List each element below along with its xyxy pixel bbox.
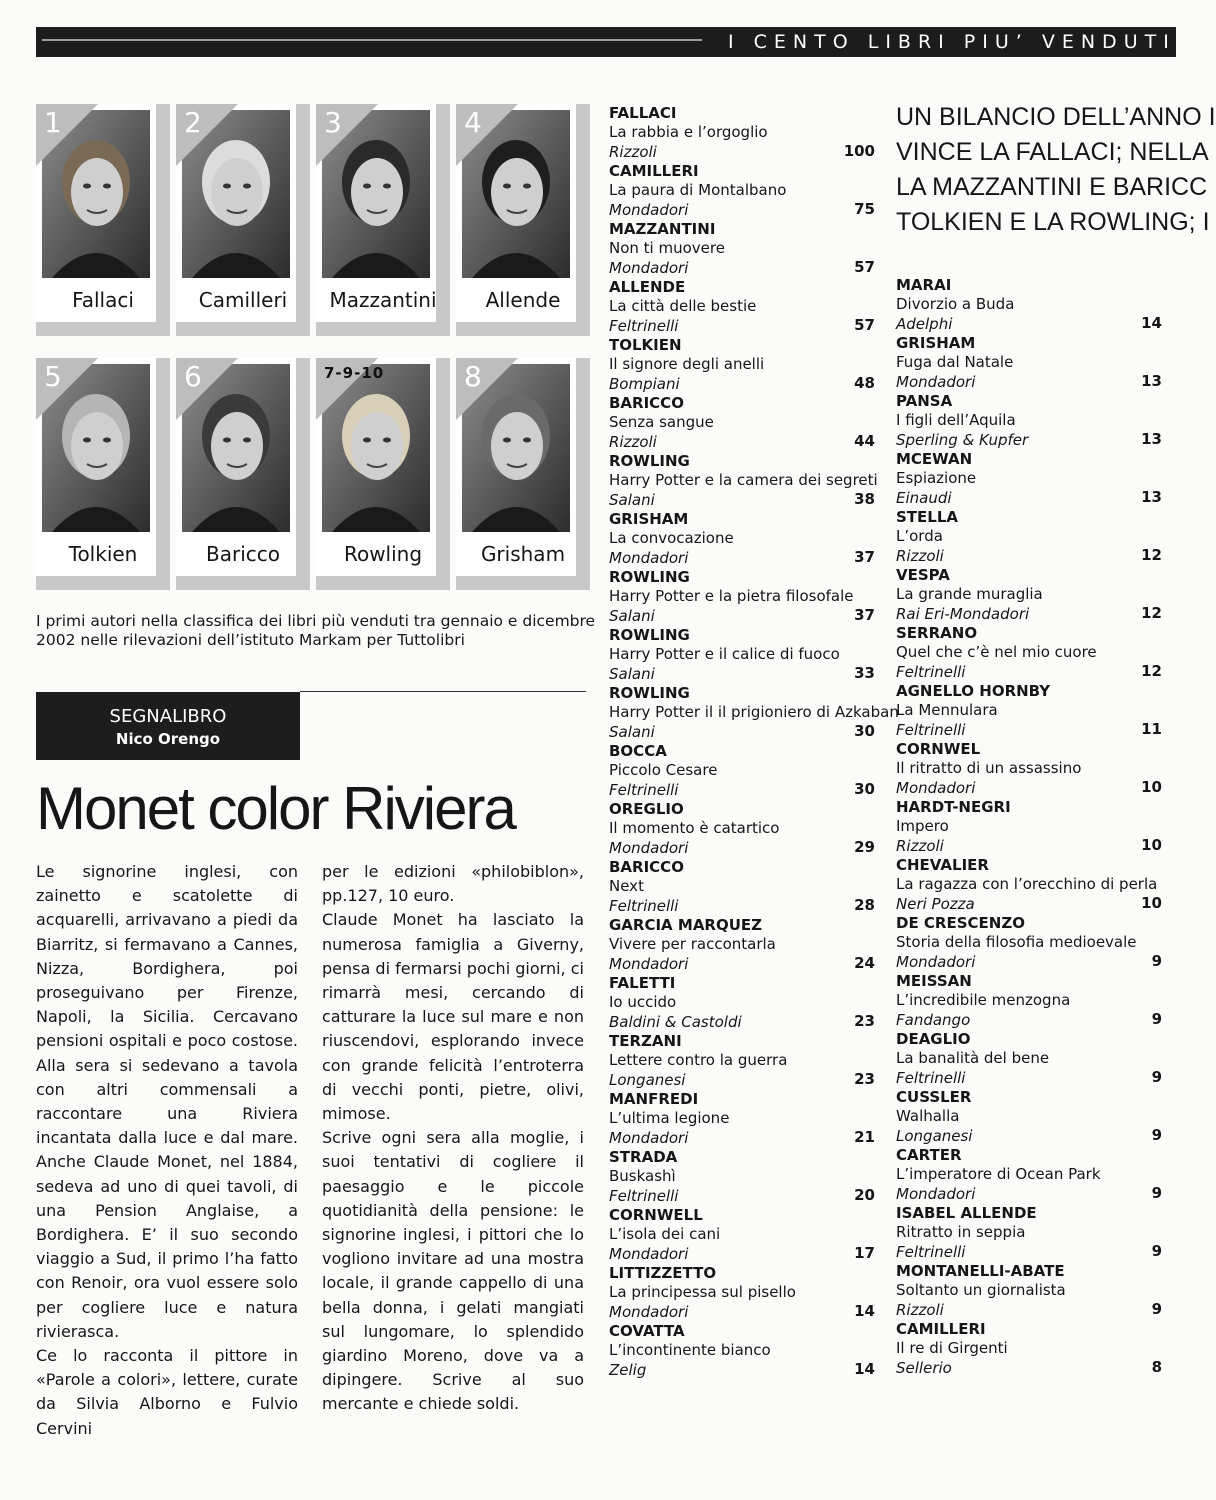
bestseller-entry — [609, 394, 875, 452]
entry-author: DE CRESCENZO — [896, 914, 1025, 932]
author-name: Rowling — [343, 542, 423, 566]
entry-author: AGNELLO HORNBY — [896, 682, 1051, 700]
entry-title: Il signore degli anelli — [609, 355, 765, 373]
author-name: Grisham — [480, 542, 566, 566]
entry-copies: 75 — [854, 200, 875, 218]
bestseller-entry — [896, 914, 1162, 972]
entry-author: CORNWELL — [609, 1206, 703, 1224]
bestseller-entry — [609, 1322, 875, 1380]
entry-author: BOCCA — [609, 742, 667, 760]
entry-title: L’imperatore di Ocean Park — [896, 1165, 1101, 1183]
author-card — [176, 104, 310, 336]
entry-publisher: Rizzoli — [609, 432, 657, 451]
entry-publisher: Mondadori — [609, 954, 689, 973]
entry-publisher: Bompiani — [609, 374, 680, 393]
entry-title: Vivere per raccontarla — [609, 935, 776, 953]
entry-author: ROWLING — [609, 626, 690, 644]
entry-copies: 21 — [854, 1128, 875, 1146]
entry-author: CARTER — [896, 1146, 962, 1164]
entry-publisher: Salani — [609, 606, 655, 625]
entry-title: Next — [609, 877, 644, 895]
entry-title: Piccolo Cesare — [609, 761, 718, 779]
entry-title: Soltanto un giornalista — [896, 1281, 1066, 1299]
entry-copies: 24 — [854, 954, 875, 972]
entry-copies: 13 — [1141, 488, 1162, 506]
entry-author: CHEVALIER — [896, 856, 989, 874]
author-card — [36, 358, 170, 590]
entry-publisher: Mondadori — [609, 1302, 689, 1321]
author-rank: 3 — [324, 106, 342, 139]
bestseller-entry — [609, 1148, 875, 1206]
entry-copies: 9 — [1151, 1126, 1162, 1144]
entry-author: GRISHAM — [896, 334, 976, 352]
bestseller-entry — [896, 566, 1162, 624]
entry-copies: 30 — [854, 722, 875, 740]
entry-title: Buskashì — [609, 1167, 676, 1185]
bestseller-entry — [896, 1088, 1162, 1146]
entry-title: L’ultima legione — [609, 1109, 730, 1127]
entry-author: HARDT-NEGRI — [896, 798, 1011, 816]
author-name: Baricco — [206, 542, 280, 566]
entry-author: VESPA — [896, 566, 950, 584]
entry-author: BARICCO — [609, 394, 684, 412]
entry-title: Il momento è catartico — [609, 819, 780, 837]
bestseller-entry — [609, 684, 899, 742]
intro-line: LA MAZZANTINI E BARICC — [896, 173, 1208, 201]
entry-copies: 29 — [854, 838, 875, 856]
entry-publisher: Feltrinelli — [609, 780, 679, 799]
entry-publisher: Salani — [609, 664, 655, 683]
bestseller-entry — [609, 1032, 875, 1090]
article-headline: Monet color Riviera — [36, 775, 515, 842]
entry-title: Senza sangue — [609, 413, 714, 431]
entry-author: CUSSLER — [896, 1088, 972, 1106]
entry-title: Fuga dal Natale — [896, 353, 1014, 371]
entry-author: ROWLING — [609, 684, 690, 702]
bestseller-entry — [609, 626, 875, 684]
entry-publisher: Mondadori — [609, 838, 689, 857]
entry-publisher: Zelig — [609, 1360, 647, 1379]
entry-copies: 10 — [1141, 894, 1162, 912]
entry-publisher: Baldini & Castoldi — [609, 1012, 742, 1031]
bestseller-entry — [896, 972, 1162, 1030]
author-card — [456, 358, 590, 590]
author-rank: 6 — [184, 360, 202, 393]
bestseller-entry — [609, 568, 875, 626]
author-card — [456, 104, 590, 336]
entry-author: ALLENDE — [609, 278, 686, 296]
entry-copies: 23 — [854, 1070, 875, 1088]
author-rank: 5 — [44, 360, 62, 393]
entry-title: Io uccido — [609, 993, 677, 1011]
entry-title: Lettere contro la guerra — [609, 1051, 788, 1069]
entry-title: Harry Potter e il calice di fuoco — [609, 645, 840, 663]
author-name: Tolkien — [68, 542, 138, 566]
entry-title: La rabbia e l’orgoglio — [609, 123, 768, 141]
entry-publisher: Salani — [609, 722, 655, 741]
entry-title: Il re di Girgenti — [896, 1339, 1008, 1357]
entry-publisher: Mondadori — [609, 258, 689, 277]
entry-title: La ragazza con l’orecchino di perla — [896, 875, 1158, 893]
bestseller-entry — [896, 392, 1162, 450]
author-card — [176, 358, 310, 590]
entry-copies: 8 — [1151, 1358, 1162, 1376]
entry-publisher: Rizzoli — [896, 546, 944, 565]
header-rule — [42, 39, 702, 41]
entry-title: Harry Potter e la pietra filosofale — [609, 587, 854, 605]
entry-publisher: Fandango — [896, 1010, 971, 1029]
bestseller-entry — [609, 162, 875, 220]
bestseller-entry — [609, 220, 875, 278]
entry-copies: 9 — [1151, 1010, 1162, 1028]
entry-copies: 13 — [1141, 372, 1162, 390]
author-name: Camilleri — [198, 288, 288, 312]
entry-author: MAZZANTINI — [609, 220, 716, 238]
entry-copies: 100 — [843, 142, 875, 160]
entry-author: MCEWAN — [896, 450, 973, 468]
entry-author: FALETTI — [609, 974, 676, 992]
article-paragraph: per le edizioni «philobiblon», pp.127, 10 euro. — [322, 862, 584, 906]
bestseller-entry — [609, 1206, 875, 1264]
entry-copies: 44 — [854, 432, 875, 450]
entry-copies: 57 — [854, 316, 875, 334]
entry-copies: 48 — [854, 374, 875, 392]
bestseller-entry — [896, 1030, 1162, 1088]
entry-author: COVATTA — [609, 1322, 685, 1340]
entry-author: STRADA — [609, 1148, 678, 1166]
entry-copies: 38 — [854, 490, 875, 508]
segnalibro-author: Nico Orengo — [115, 730, 221, 748]
entry-title: Harry Potter il il prigioniero di Azkaban — [609, 703, 899, 721]
bestseller-entry — [896, 740, 1162, 798]
bestseller-entry — [896, 508, 1162, 566]
entry-copies: 30 — [854, 780, 875, 798]
entry-publisher: Longanesi — [609, 1070, 686, 1089]
entry-publisher: Adelphi — [896, 314, 953, 333]
bestseller-entry — [609, 858, 875, 916]
entry-title: Impero — [896, 817, 949, 835]
entry-publisher: Mondadori — [896, 778, 976, 797]
article-paragraph: Claude Monet ha lasciato la numerosa famiglia a Giverny, pensa di fermarsi pochi giorni, ci rimarrà mesi, cercando di catturare la luce sul mare e non riuscendovi, esplorando invece con grande felicità l’entroterra di vecchi ponti, pietre, olivi, mimose. — [322, 910, 584, 1124]
entry-title: Espiazione — [896, 469, 977, 487]
author-rank: 8 — [464, 360, 482, 393]
entry-title: La paura di Montalbano — [609, 181, 787, 199]
bestseller-entry — [609, 916, 875, 974]
entry-copies: 10 — [1141, 836, 1162, 854]
bestseller-entry — [896, 1262, 1162, 1320]
entry-author: CORNWEL — [896, 740, 981, 758]
bestseller-list-right — [896, 276, 1162, 1378]
bestseller-entry — [896, 624, 1162, 682]
entry-publisher: Feltrinelli — [896, 1242, 966, 1261]
entry-title: La Mennulara — [896, 701, 998, 719]
entry-author: MANFREDI — [609, 1090, 699, 1108]
author-rank: 1 — [44, 106, 62, 139]
segnalibro-rule — [300, 691, 586, 692]
entry-publisher: Feltrinelli — [896, 662, 966, 681]
entry-publisher: Salani — [609, 490, 655, 509]
entry-title: La principessa sul pisello — [609, 1283, 796, 1301]
entry-title: Walhalla — [896, 1107, 960, 1125]
bestseller-entry — [609, 1090, 875, 1148]
bestseller-entry — [896, 682, 1162, 740]
entry-title: Harry Potter e la camera dei segreti — [609, 471, 878, 489]
entry-copies: 23 — [854, 1012, 875, 1030]
bestseller-entry — [609, 742, 875, 800]
entry-publisher: Feltrinelli — [896, 1068, 966, 1087]
article-column-2 — [322, 860, 584, 1417]
segnalibro-box — [36, 692, 300, 760]
entry-author: STELLA — [896, 508, 959, 526]
intro-block — [896, 100, 1216, 240]
entry-publisher: Mondadori — [896, 372, 976, 391]
entry-copies: 9 — [1151, 1184, 1162, 1202]
entry-copies: 14 — [1141, 314, 1162, 332]
entry-title: La grande muraglia — [896, 585, 1043, 603]
author-rank: 2 — [184, 106, 202, 139]
entry-author: ROWLING — [609, 452, 690, 470]
entry-publisher: Mondadori — [896, 952, 976, 971]
entry-copies: 14 — [854, 1302, 875, 1320]
entry-author: GRISHAM — [609, 510, 689, 528]
entry-author: SERRANO — [896, 624, 978, 642]
entry-publisher: Feltrinelli — [609, 1186, 679, 1205]
entry-copies: 20 — [854, 1186, 875, 1204]
photo-caption: I primi autori nella classifica dei libri più venduti tra gennaio e dicembre 2002 nelle rilevazioni dell’istituto Markam per Tuttolibri — [36, 612, 596, 649]
entry-copies: 28 — [854, 896, 875, 914]
bestseller-entry — [896, 1146, 1162, 1204]
bestseller-entry — [609, 104, 875, 162]
author-name: Fallaci — [72, 288, 134, 312]
entry-publisher: Einaudi — [896, 488, 952, 507]
entry-copies: 9 — [1151, 1300, 1162, 1318]
entry-publisher: Rizzoli — [896, 1300, 944, 1319]
entry-copies: 57 — [854, 258, 875, 276]
entry-copies: 9 — [1151, 1068, 1162, 1086]
article-paragraph: Ce lo racconta il pittore in «Parole a colori», lettere, curate da Silvia Alborno e Fulvio Cervini — [36, 1346, 298, 1438]
entry-copies: 12 — [1141, 662, 1162, 680]
entry-publisher: Sellerio — [896, 1358, 952, 1377]
entry-author: TOLKIEN — [609, 336, 682, 354]
entry-author: MONTANELLI-ABATE — [896, 1262, 1065, 1280]
author-name: Allende — [485, 288, 561, 312]
bestseller-entry — [609, 1264, 875, 1322]
entry-publisher: Mondadori — [609, 548, 689, 567]
entry-title: Non ti muovere — [609, 239, 725, 257]
entry-author: BARICCO — [609, 858, 684, 876]
entry-author: CAMILLERI — [609, 162, 699, 180]
entry-title: L’incredibile menzogna — [896, 991, 1071, 1009]
entry-title: Il ritratto di un assassino — [896, 759, 1082, 777]
entry-publisher: Neri Pozza — [896, 894, 975, 913]
bestseller-entry — [609, 974, 875, 1032]
bestseller-entry — [609, 278, 875, 336]
entry-author: ROWLING — [609, 568, 690, 586]
entry-copies: 17 — [854, 1244, 875, 1262]
entry-publisher: Rizzoli — [896, 836, 944, 855]
bestseller-entry — [896, 856, 1162, 914]
entry-author: GARCIA MARQUEZ — [609, 916, 763, 934]
entry-copies: 33 — [854, 664, 875, 682]
bestseller-entry — [896, 798, 1162, 856]
entry-publisher: Mondadori — [609, 1244, 689, 1263]
entry-copies: 14 — [854, 1360, 875, 1378]
author-rank: 7-9-10 — [324, 364, 385, 382]
entry-copies: 37 — [854, 548, 875, 566]
entry-publisher: Feltrinelli — [609, 316, 679, 335]
article-column-1 — [36, 860, 298, 1441]
intro-line: VINCE LA FALLACI; NELLA — [896, 138, 1209, 166]
bestseller-entry — [896, 1320, 1162, 1378]
entry-title: Storia della filosofia medioevale — [896, 933, 1137, 951]
bestseller-entry — [896, 276, 1162, 334]
section-title: I CENTO LIBRI PIU’ VENDUTI — [728, 31, 1176, 53]
entry-title: La banalità del bene — [896, 1049, 1050, 1067]
entry-publisher: Mondadori — [609, 1128, 689, 1147]
intro-line: UN BILANCIO DELL’ANNO I — [896, 103, 1216, 131]
author-card — [36, 104, 170, 336]
bestseller-entry — [896, 334, 1162, 392]
entry-author: FALLACI — [609, 104, 677, 122]
entry-publisher: Feltrinelli — [609, 896, 679, 915]
entry-author: OREGLIO — [609, 800, 684, 818]
author-card — [316, 104, 450, 336]
entry-title: Quel che c’è nel mio cuore — [896, 643, 1097, 661]
entry-title: L’isola dei cani — [609, 1225, 721, 1243]
entry-author: PANSA — [896, 392, 953, 410]
bestseller-entry — [609, 800, 875, 858]
entry-title: La città delle bestie — [609, 297, 757, 315]
intro-line: TOLKIEN E LA ROWLING; I — [896, 208, 1210, 236]
entry-author: CAMILLERI — [896, 1320, 986, 1338]
bestseller-entry — [896, 450, 1162, 508]
bestseller-entry — [609, 510, 875, 568]
entry-publisher: Mondadori — [896, 1184, 976, 1203]
entry-author: MARAI — [896, 276, 952, 294]
bestseller-entry — [609, 452, 878, 510]
article-paragraph: Scrive ogni sera alla moglie, i suoi tentativi di cogliere il paesaggio e le piccole quotidianità della pensione: le signorine inglesi, i pittori che lo vogliono invitare ad una mostra locale, il grande cappello di una bella donna, i gelati mangiati sul lungomare, lo splendido giardino Moreno, dove va a dipingere. Scrive al suo mercante e chiede soldi. — [322, 1128, 584, 1414]
entry-title: I figli dell’Aquila — [896, 411, 1016, 429]
entry-publisher: Rizzoli — [609, 142, 657, 161]
entry-copies: 12 — [1141, 604, 1162, 622]
entry-copies: 9 — [1151, 1242, 1162, 1260]
entry-title: L’incontinente bianco — [609, 1341, 771, 1359]
entry-copies: 37 — [854, 606, 875, 624]
entry-author: LITTIZZETTO — [609, 1264, 717, 1282]
bestseller-list-left — [609, 104, 899, 1380]
author-name: Mazzantini — [329, 288, 437, 312]
section-header — [36, 27, 1176, 57]
entry-copies: 12 — [1141, 546, 1162, 564]
entry-title: La convocazione — [609, 529, 734, 547]
segnalibro-label: SEGNALIBRO — [109, 706, 227, 727]
entry-copies: 11 — [1141, 720, 1162, 738]
bestseller-entry — [609, 336, 875, 394]
entry-author: ISABEL ALLENDE — [896, 1204, 1037, 1222]
entry-publisher: Rai Eri-Mondadori — [896, 604, 1030, 623]
bestseller-entry — [896, 1204, 1162, 1262]
author-card — [316, 358, 450, 590]
entry-publisher: Longanesi — [896, 1126, 973, 1145]
entry-publisher: Feltrinelli — [896, 720, 966, 739]
entry-title: Ritratto in seppia — [896, 1223, 1026, 1241]
entry-copies: 13 — [1141, 430, 1162, 448]
article-paragraph: Le signorine inglesi, con zainetto e scatolette di acquarelli, arrivavano a piedi da Biarritz, si fermavano a Cannes, Nizza, Bordighera, poi proseguivano per Firenze, Napoli, la Sicilia. Cercavano pensioni ospitali e poco costose. Alla sera si sedevano a tavola con altri commensali a raccontare una Riviera incantata dalla luce e dal mare. Anche Claude Monet, nel 1884, sedeva ad uno di quei tavoli, di una Pension Anglaise, a Bordighera. E’ il suo secondo viaggio a Sud, il primo l’ha fatto con Renoir, ora vuol essere solo per cogliere luce e natura rivierasca. — [36, 862, 298, 1341]
entry-copies: 10 — [1141, 778, 1162, 796]
entry-title: Divorzio a Buda — [896, 295, 1015, 313]
author-rank: 4 — [464, 106, 482, 139]
entry-publisher: Sperling & Kupfer — [896, 430, 1029, 449]
entry-author: DEAGLIO — [896, 1030, 971, 1048]
entry-copies: 9 — [1151, 952, 1162, 970]
entry-author: MEISSAN — [896, 972, 972, 990]
entry-title: L’orda — [896, 527, 943, 545]
entry-author: TERZANI — [609, 1032, 682, 1050]
entry-publisher: Mondadori — [609, 200, 689, 219]
